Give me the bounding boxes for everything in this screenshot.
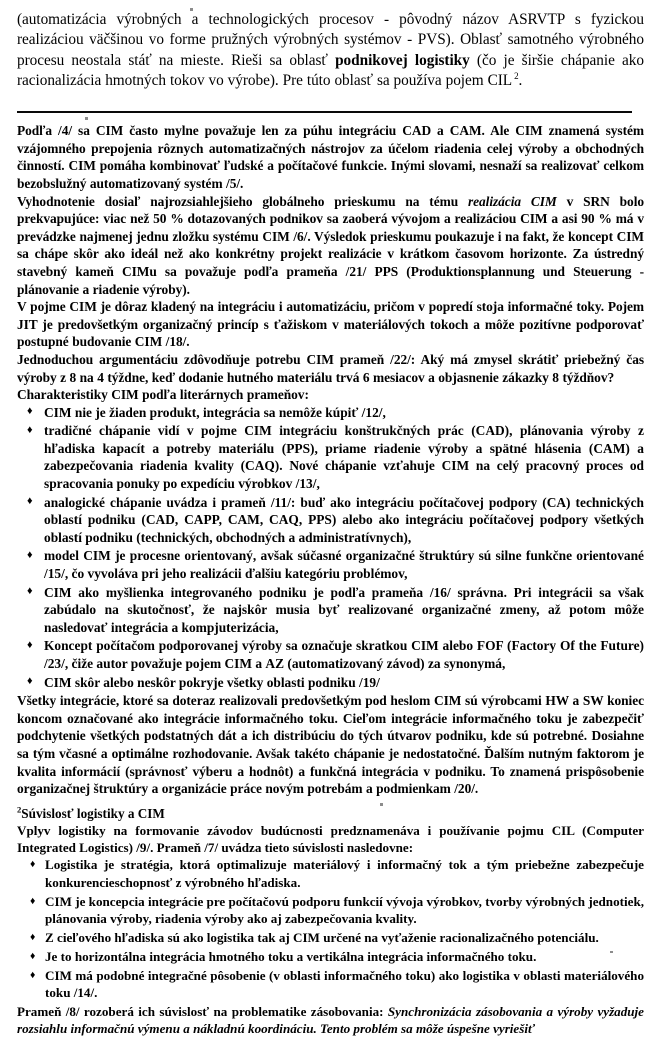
text-run: (automatizovaný závod) za synonymá, (284, 656, 506, 671)
text-run: Koncept počítačom podporovanej výroby sa označuje skratkou CIM alebo FOF (Factory Of the Future) /23/, čiže autor považuje pojem CIM a (44, 638, 644, 671)
list-item (17, 494, 644, 547)
text-run: Všetky integrácie, ktoré sa doteraz realizovali predovšetkým pod heslom CIM sú výrobcami HW a SW koniec koncom označované ako integrácie informačného toku. Cieľom (17, 693, 644, 726)
list-item (17, 404, 644, 422)
text-run: (čo je širšie chápanie ako racionalizácia hmotných tokov vo výrobe). Pre túto oblasť sa používa pojem CIL (17, 51, 644, 89)
text-run: Logistika je stratégia, ktorá optimalizuje materiálový i informačný tok a tým priebežne zabezpečuje konkurencieschopnosť z výrobného hľadiska. (45, 857, 644, 890)
text-run: analogické chápanie uvádza i prameň /11/: buď ako integráciu počítačovej podpory (CA) technických oblastí podniku (CAD, CAPP, CAM, CAQ, PPS) alebo ako integráciu počítačovej podpory všetkých oblastí podniku (technických, obchodných a administratívnych), (44, 494, 644, 545)
scan-speck (85, 117, 88, 120)
diamond-bullet-icon: ♦ (30, 895, 36, 907)
body-paragraph-4 (17, 351, 644, 386)
text-run: Jednoduchou argumentáciu zdôvodňuje potrebu CIM prameň /22/: Aký má zmysel skrátiť priebežný čas výroby z 8 na 4 týždne, keď dodanie hutného materiálu trvá 6 mesiacov a objasnenie zákazky 8 týždňov? (17, 351, 644, 385)
text-run: Je to horizontálna integrácia hmotného toku a vertikálna integrácia informačného toku. (45, 948, 537, 964)
list-item-text (45, 930, 599, 945)
text-run: Synchronizácia zásobovania a výroby vyžaduje rozsiahlu informačnú výmenu a nákladnú koordináciu. Tento problém sa môže úspešne vyriešiť (17, 1004, 644, 1037)
text-run: Podľa /4/ sa CIM často mylne považuje len za púhu integráciu CAD a CAM. Ale CIM znamená systém vzájomného prepojenia rôznych automatizačných nástrojov za účelom riadenia celej výroby a obchodných činností. CIM pomáha kombinovať ľudské a počítačové funkcie. Inými slovami, nesnaží sa realizovať celkom bezobslužný automatizovaný systém /5/. (17, 123, 644, 191)
diamond-bullet-icon: ♦ (27, 405, 33, 418)
list-item-text (45, 949, 536, 964)
list-item-text (44, 585, 644, 635)
footnote-list-item (17, 967, 644, 1002)
list-item (17, 637, 644, 672)
text-run: integrácie informačného toku (391, 710, 563, 726)
text-run: . (518, 71, 523, 89)
text-run: Vyhodnotenie dosiaľ najrozsiahlejšieho globálneho prieskumu na tému (17, 193, 468, 209)
text-run: Prameň /8/ rozoberá ich súvislosť na problematike zásobovania: (17, 1004, 388, 1020)
list-item (17, 674, 644, 692)
text-run: podnikovej logistiky (335, 51, 470, 69)
footnote-list-item (17, 929, 644, 946)
diamond-bullet-icon: ♦ (27, 585, 33, 598)
footnote-heading-text: Súvislosť logistiky a CIM (21, 805, 165, 821)
list-item-text (45, 894, 644, 926)
bullet-list-intro (17, 386, 644, 404)
footnote-marker: 2 (17, 804, 22, 815)
footnote-list-item (17, 856, 644, 891)
list-item-text (44, 405, 386, 420)
cim-characteristics-list (17, 404, 644, 692)
diamond-bullet-icon: ♦ (27, 675, 33, 688)
footnote-list (17, 856, 644, 1001)
footnote-closing (17, 1003, 644, 1037)
footnote-intro (17, 822, 644, 856)
text-run: informácií (61, 763, 121, 779)
text-run: funkčná integrácia (310, 763, 419, 779)
diamond-bullet-icon: ♦ (30, 950, 36, 962)
text-run: (automatizácia výrobných a technologických procesov - pôvodný názov ASRVTP s fyzickou realizáciou väčšinou vo forme pružných výrobných systémov - PVS). Oblasť samotného výrobného procesu neostala stáť na mieste. Rieši sa oblasť (17, 11, 644, 69)
list-item-text (45, 857, 644, 889)
body-paragraph-5 (17, 692, 644, 798)
body-paragraph-3 (17, 298, 644, 351)
text-run: CIM ako myšlienka integrovaného podniku je podľa prameňa /16/ správna. Pri integrácii sa však zabúdalo na skutočnosť, že najskôr musia byť realizované organizačné zmeny, až potom môže nasledovať integrácia a kompjuterizácia, (44, 584, 644, 635)
footnote-block (17, 805, 644, 1038)
diamond-bullet-icon: ♦ (27, 638, 33, 651)
list-item-text (45, 968, 644, 1000)
list-item-text (44, 675, 380, 690)
text-run: Z cieľového hľadiska sú ako logistika tak aj CIM určené na vyťaženie racionalizačného potenciálu. (45, 929, 599, 945)
body-paragraph-2 (17, 193, 644, 299)
text-run: CIM má podobné integračné pôsobenie (v oblasti informačného toku) ako logistika v oblasti materiálového toku /14/. (45, 967, 644, 1001)
footnote-heading (17, 805, 644, 822)
list-item (17, 547, 644, 582)
text-run: v SRN bolo prekvapujúce: viac než 50 % dotazovaných podnikov sa zaoberá vývojom a realizáciou CIM a asi 90 % má v prevádzke najmenej jednu zložku systému CIM /6/. Výsledok prieskumu poukazuje i na fakt, že koncept CIM sa chápe skôr ako ideál než ako konkrétny projekt realizácie v krátkom časovom horizonte. Za ústredný stavebný kameň CIMu sa považuje podľa prameňa /21/ PPS (Produktionsplannung und Steuerung - plánovanie a riadenie výroby). (17, 193, 645, 297)
text-run: je zabezpečiť podchytenie všetkých podstatných dát a ich distribúciu do tých útvarov podniku, kde sú potrebné. Dosiahne sa tým včasné a optimálne rozhodovanie. Avšak takéto chápanie je nedostatočné. Ďalším nutným faktorom je kvalita (17, 710, 644, 779)
text-run: v podniku. To znamená prispôsobenie organizačnej štruktúry a organizácie práce novým potrebám a podmienkam /20/. (17, 763, 644, 797)
text-run: realizácia CIM (467, 193, 557, 209)
list-item-text (44, 495, 644, 545)
text-run: Vplyv logistiky na formovanie závodov budúcnosti predznamenáva i používanie pojmu CIL (Computer Integrated Logistics) /9/. Prameň /7/ uvádza tieto súvislosti nasledovne: (17, 822, 644, 856)
list-item-text (44, 423, 644, 491)
text-run: AZ (265, 656, 285, 671)
list-item (17, 584, 644, 637)
list-item-text (44, 548, 644, 581)
diamond-bullet-icon: ♦ (30, 859, 36, 871)
text-run: CIM je koncepcia integrácie pre počítačovú podporu funkcií vývoja výrobkov, tvorby výrobných jednotiek, plánovania výroby, riadenia výroby ako aj zabezpečovania kvality. (45, 893, 644, 927)
spacer (17, 798, 644, 805)
scan-speck (190, 8, 193, 11)
footnote-list-item (17, 948, 644, 965)
spacer (17, 91, 644, 98)
scan-speck (380, 803, 383, 806)
text-run: tradičné chápanie vidí v pojme CIM integráciu konštrukčných prác (CAD), plánovania výroby z hľadiska kapacít a potreby materiálu (PPS), priame riadenie výroby a spätné hlásenia (CAM) a zabezpečovania riadenia kvality (CAQ). Nové chápanie vzťahuje CIM na celý pracovný proces od spracovania ponuky po expedíciu výrobkov /13/, (44, 423, 644, 492)
footnote-list-item (17, 893, 644, 928)
text-run: CIM nie je žiaden produkt, integrácia sa nemôže kúpiť /12/, (44, 404, 386, 420)
text-run: Charakteristiky CIM podľa literárnych prameňov: (17, 387, 309, 403)
text-run: CIM skôr alebo neskôr pokryje všetky oblasti podniku /19/ (44, 674, 380, 690)
text-run: model CIM je procesne orientovaný, avšak súčasné organizačné štruktúry sú silne funkčne orientované /15/, čo vyvoláva pri jeho realizácii ďalšiu kategóriu problémov, (44, 548, 644, 582)
diamond-bullet-icon: ♦ (30, 931, 36, 943)
text-run: (správnosť výberu a hodnôt) a (120, 763, 311, 779)
list-item (17, 422, 644, 492)
text-run: 2 (514, 70, 519, 81)
diamond-bullet-icon: ♦ (30, 969, 36, 981)
diamond-bullet-icon: ♦ (27, 423, 33, 436)
text-run: V pojme CIM je dôraz kladený na integráciu i automatizáciu, pričom v popredí stoja informačné toky. Pojem JIT je predovšetkým organizačný princíp s ťažiskom v materiálových tokoch a môže pozitívne podporovať postupné budovanie CIM /18/. (17, 299, 644, 350)
diamond-bullet-icon: ♦ (27, 495, 33, 508)
horizontal-rule (17, 111, 632, 113)
diamond-bullet-icon: ♦ (27, 548, 33, 561)
list-item-text (44, 638, 644, 671)
body-paragraph-1 (17, 122, 644, 192)
intro-paragraph (17, 10, 644, 91)
